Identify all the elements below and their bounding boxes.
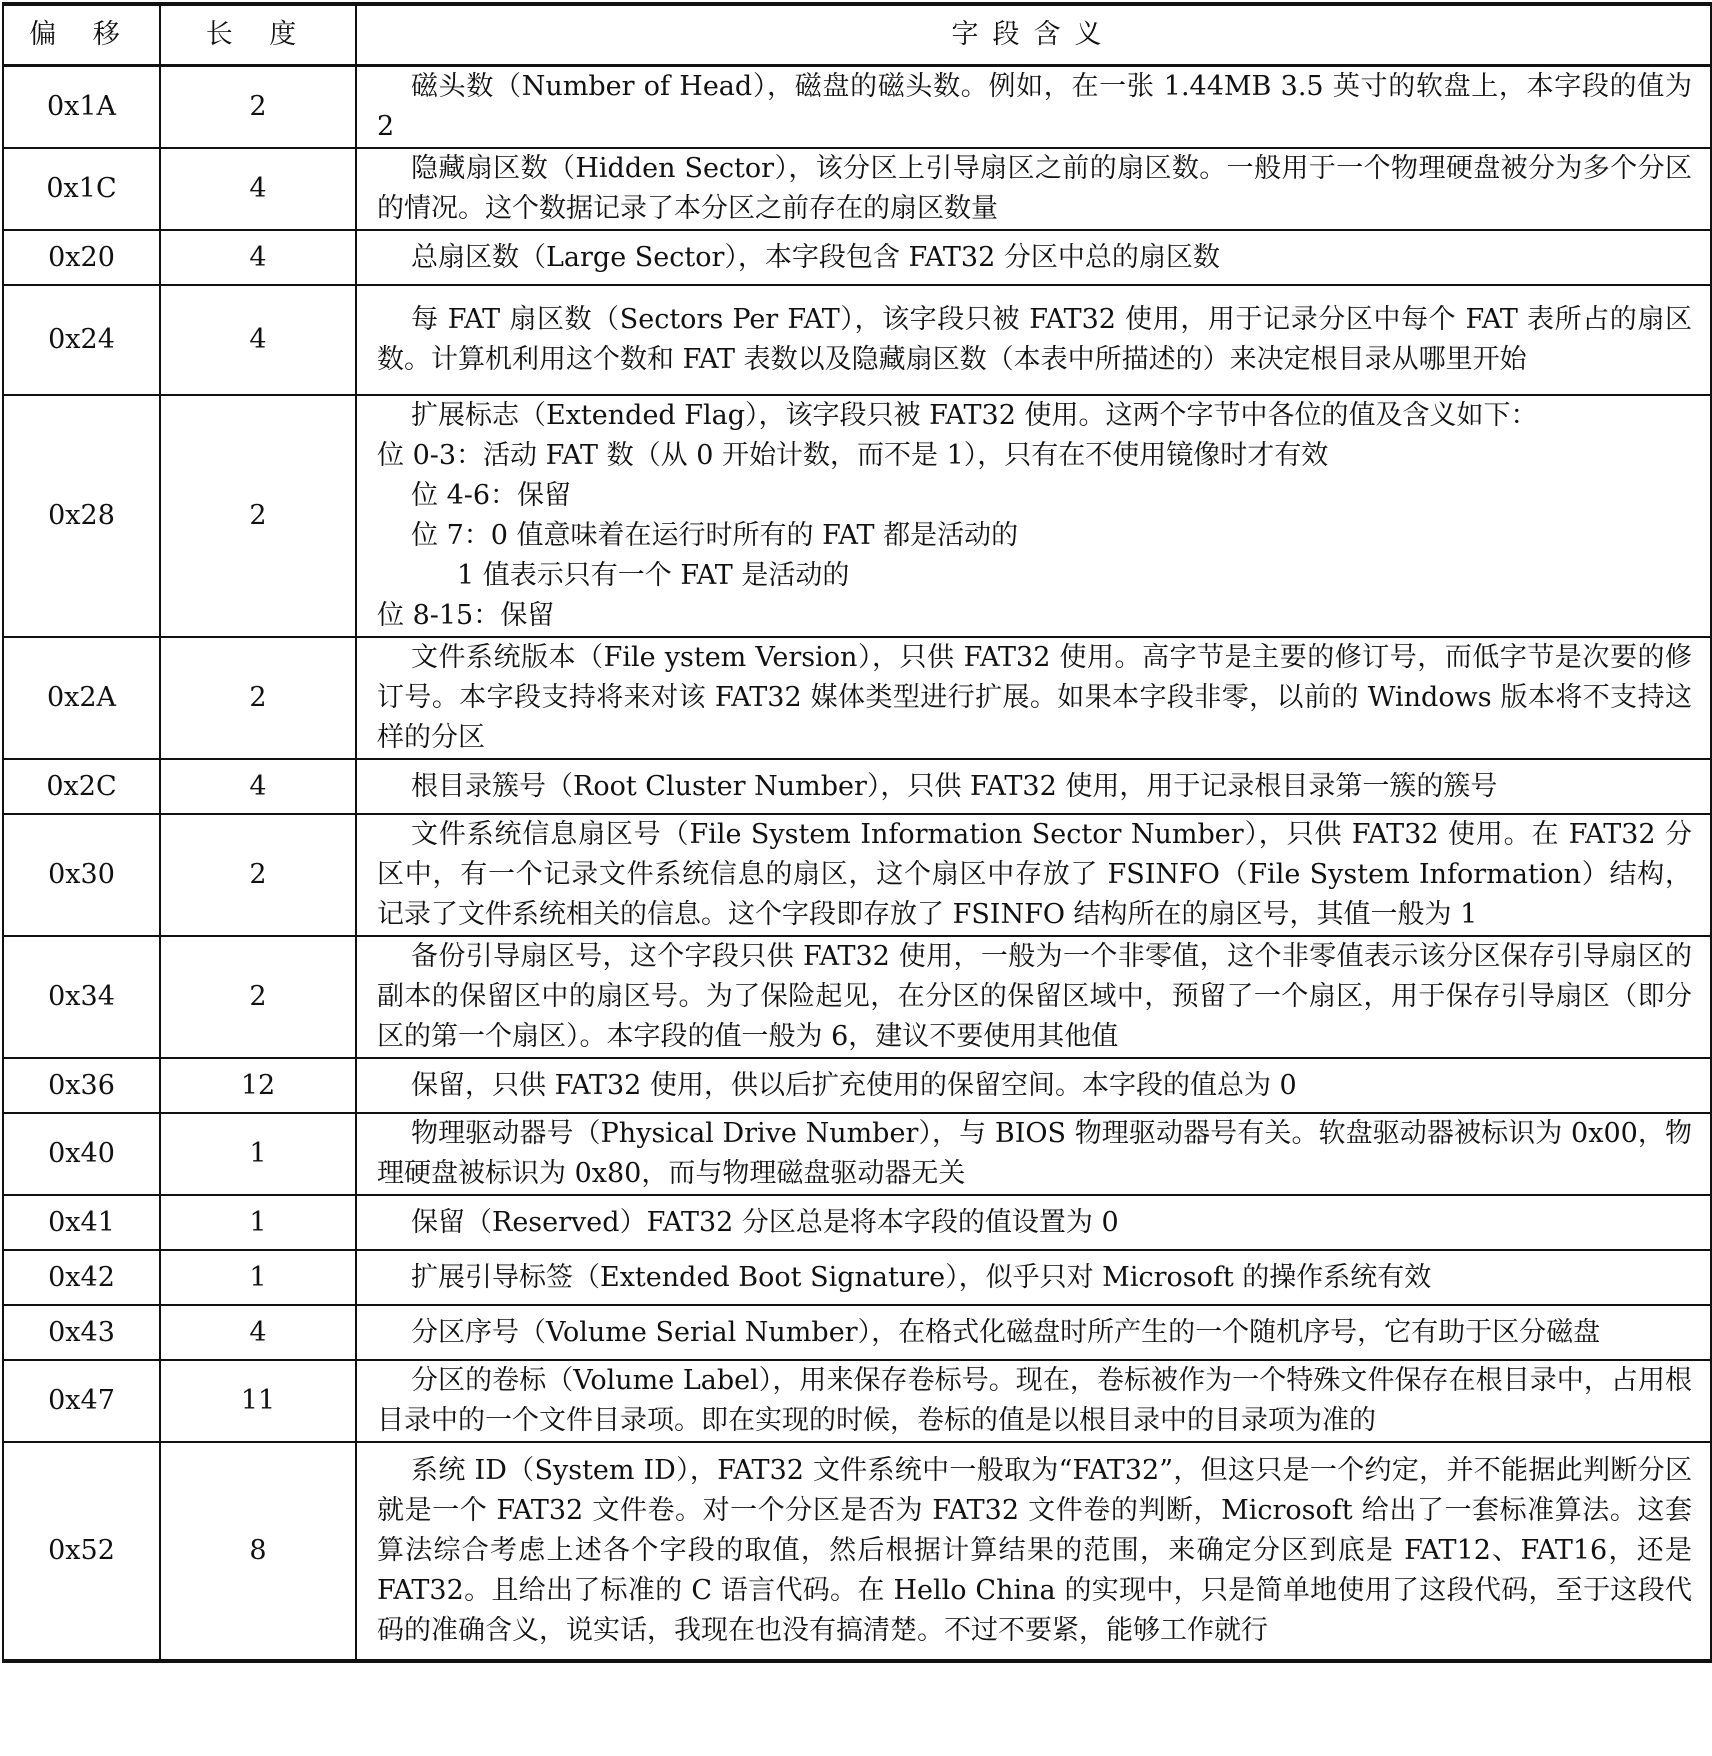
description-cell bbox=[356, 637, 1711, 759]
description-line: 每 FAT 扇区数（Sectors Per FAT），该字段只被 FAT32 使用，用于记录分区中每个 FAT 表所占的扇区数。计算机利用这个数和 FAT 表数以及隐藏扇区数（本表中所描述的）来决定根目录从哪里开始 bbox=[377, 304, 1692, 375]
table-row bbox=[3, 814, 1711, 936]
description-cell bbox=[356, 66, 1711, 149]
description-line: 隐藏扇区数（Hidden Sector），该分区上引导扇区之前的扇区数。一般用于一个物理硬盘被分为多个分区的情况。这个数据记录了本分区之前存在的扇区数量 bbox=[377, 153, 1692, 224]
description-line: 位 4-6：保留 bbox=[411, 480, 572, 511]
length-cell: 2 bbox=[160, 66, 356, 149]
length-cell: 4 bbox=[160, 148, 356, 230]
description-cell bbox=[356, 936, 1711, 1058]
table-row bbox=[3, 1442, 1711, 1661]
description-cell bbox=[356, 1058, 1711, 1113]
description-line: 文件系统版本（File ystem Version），只供 FAT32 使用。高字节是主要的修订号，而低字节是次要的修订号。本字段支持将来对该 FAT32 媒体类型进行扩展。如果本字段非零，以前的 Windows 版本将不支持这样的分区 bbox=[377, 642, 1692, 753]
offset-cell: 0x34 bbox=[3, 936, 160, 1058]
description-line: 位 8-15：保留 bbox=[377, 600, 555, 631]
meaning-column-header: 字段含义 bbox=[356, 4, 1711, 66]
description-line: 物理驱动器号（Physical Drive Number），与 BIOS 物理驱动器号有关。软盘驱动器被标识为 0x00，物理硬盘被标识为 0x80，而与物理磁盘驱动器无关 bbox=[377, 1118, 1692, 1189]
offset-cell: 0x1A bbox=[3, 66, 160, 149]
description-line: 总扇区数（Large Sector），本字段包含 FAT32 分区中总的扇区数 bbox=[411, 241, 1220, 273]
offset-cell: 0x36 bbox=[3, 1058, 160, 1113]
offset-cell: 0x43 bbox=[3, 1305, 160, 1360]
description-line: 分区的卷标（Volume Label），用来保存卷标号。现在，卷标被作为一个特殊文件保存在根目录中，占用根目录中的一个文件目录项。即在实现的时候，卷标的值是以根目录中的目录项为准的 bbox=[377, 1365, 1692, 1436]
offset-cell: 0x47 bbox=[3, 1360, 160, 1442]
table-row bbox=[3, 395, 1711, 637]
length-cell: 4 bbox=[160, 759, 356, 814]
length-cell: 2 bbox=[160, 637, 356, 759]
description-line: 根目录簇号（Root Cluster Number），只供 FAT32 使用，用于记录根目录第一簇的簇号 bbox=[411, 770, 1498, 802]
description-line: 扩展引导标签（Extended Boot Signature），似乎只对 Microsoft 的操作系统有效 bbox=[411, 1261, 1432, 1293]
table-row bbox=[3, 1305, 1711, 1360]
table-row bbox=[3, 1195, 1711, 1250]
table-row bbox=[3, 1113, 1711, 1195]
length-cell: 11 bbox=[160, 1360, 356, 1442]
length-cell: 4 bbox=[160, 285, 356, 395]
description-line: 扩展标志（Extended Flag），该字段只被 FAT32 使用。这两个字节中各位的值及含义如下： bbox=[411, 400, 1538, 431]
description-line: 1 值表示只有一个 FAT 是活动的 bbox=[457, 560, 850, 591]
length-cell: 12 bbox=[160, 1058, 356, 1113]
offset-cell: 0x20 bbox=[3, 230, 160, 285]
offset-cell: 0x2A bbox=[3, 637, 160, 759]
length-cell: 1 bbox=[160, 1195, 356, 1250]
description-cell bbox=[356, 1113, 1711, 1195]
offset-cell: 0x28 bbox=[3, 395, 160, 637]
table-row bbox=[3, 936, 1711, 1058]
description-cell bbox=[356, 1442, 1711, 1661]
table-row bbox=[3, 285, 1711, 395]
table-row bbox=[3, 637, 1711, 759]
description-line: 备份引导扇区号，这个字段只供 FAT32 使用，一般为一个非零值，这个非零值表示该分区保存引导扇区的副本的保留区中的扇区号。为了保险起见，在分区的保留区域中，预留了一个扇区，用于保存引导扇区（即分区的第一个扇区）。本字段的值一般为 6，建议不要使用其他值 bbox=[377, 941, 1692, 1052]
description-line: 保留（Reserved）FAT32 分区总是将本字段的值设置为 0 bbox=[411, 1206, 1119, 1238]
description-line: 磁头数（Number of Head），磁盘的磁头数。例如，在一张 1.44MB 3.5 英寸的软盘上，本字段的值为 2 bbox=[377, 71, 1692, 142]
description-cell bbox=[356, 759, 1711, 814]
description-cell bbox=[356, 285, 1711, 395]
table-row bbox=[3, 1058, 1711, 1113]
length-cell: 4 bbox=[160, 230, 356, 285]
description-cell bbox=[356, 814, 1711, 936]
table-body bbox=[3, 66, 1711, 1662]
length-cell: 1 bbox=[160, 1113, 356, 1195]
offset-cell: 0x40 bbox=[3, 1113, 160, 1195]
description-line: 位 0-3：活动 FAT 数（从 0 开始计数，而不是 1），只有在不使用镜像时才有效 bbox=[377, 440, 1329, 471]
description-cell bbox=[356, 148, 1711, 230]
fat32-boot-sector-fields-table bbox=[2, 2, 1712, 1663]
description-cell bbox=[356, 1195, 1711, 1250]
description-cell bbox=[356, 1250, 1711, 1305]
length-cell: 4 bbox=[160, 1305, 356, 1360]
length-cell: 8 bbox=[160, 1442, 356, 1661]
description-cell bbox=[356, 395, 1711, 637]
table-row bbox=[3, 1360, 1711, 1442]
description-cell bbox=[356, 230, 1711, 285]
table-row bbox=[3, 1250, 1711, 1305]
description-cell bbox=[356, 1305, 1711, 1360]
offset-cell: 0x41 bbox=[3, 1195, 160, 1250]
length-cell: 1 bbox=[160, 1250, 356, 1305]
offset-cell: 0x1C bbox=[3, 148, 160, 230]
description-line: 系统 ID（System ID），FAT32 文件系统中一般取为“FAT32”，但这只是一个约定，并不能据此判断分区就是一个 FAT32 文件卷。对一个分区是否为 FAT32 文件卷的判断，Microsoft 给出了一套标准算法。这套算法综合考虑上述各个字段的取值，然后根据计算结果的范围，来确定分区到底是 FAT12、FAT16，还是 FAT32。且给出了标准的 C 语言代码。在 Hello China 的实现中，只是简单地使用了这段代码，至于这段代码的准确含义，说实话，我现在也没有搞清楚。不过不要紧，能够工作就行 bbox=[377, 1455, 1692, 1646]
table-row bbox=[3, 230, 1711, 285]
table-row bbox=[3, 148, 1711, 230]
offset-cell: 0x24 bbox=[3, 285, 160, 395]
table-row bbox=[3, 759, 1711, 814]
description-line: 分区序号（Volume Serial Number），在格式化磁盘时所产生的一个随机序号，它有助于区分磁盘 bbox=[411, 1316, 1601, 1348]
table-row bbox=[3, 66, 1711, 149]
offset-cell: 0x30 bbox=[3, 814, 160, 936]
length-column-header: 长 度 bbox=[160, 4, 356, 66]
description-line: 位 7：0 值意味着在运行时所有的 FAT 都是活动的 bbox=[411, 520, 1019, 551]
length-cell: 2 bbox=[160, 395, 356, 637]
description-cell bbox=[356, 1360, 1711, 1442]
offset-cell: 0x2C bbox=[3, 759, 160, 814]
length-cell: 2 bbox=[160, 936, 356, 1058]
description-line: 保留，只供 FAT32 使用，供以后扩充使用的保留空间。本字段的值总为 0 bbox=[411, 1069, 1297, 1101]
length-cell: 2 bbox=[160, 814, 356, 936]
offset-cell: 0x42 bbox=[3, 1250, 160, 1305]
description-line: 文件系统信息扇区号（File System Information Sector Number），只供 FAT32 使用。在 FAT32 分区中，有一个记录文件系统信息的扇区，这个扇区中存放了 FSINFO（File System Information）结构，记录了文件系统相关的信息。这个字段即存放了 FSINFO 结构所在的扇区号，其值一般为 1 bbox=[377, 819, 1692, 930]
offset-cell: 0x52 bbox=[3, 1442, 160, 1661]
table-header-row bbox=[3, 4, 1711, 66]
offset-column-header: 偏 移 bbox=[3, 4, 160, 66]
